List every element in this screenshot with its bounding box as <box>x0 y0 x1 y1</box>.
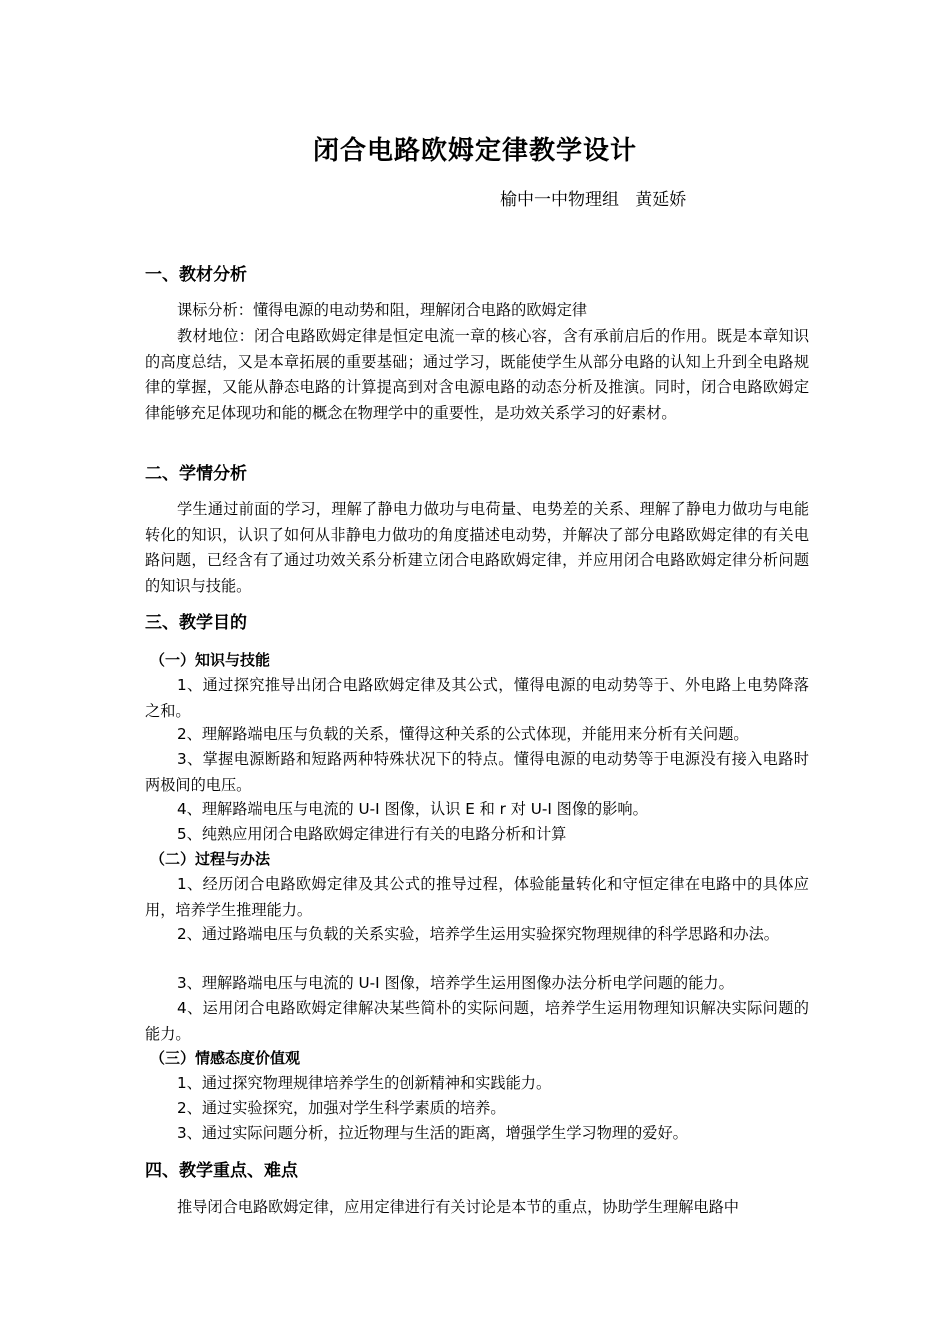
section-heading-learner-analysis: 二、学情分析 <box>145 464 247 484</box>
section-heading-teaching-objectives: 三、教学目的 <box>145 613 247 633</box>
list-item: 4、运用闭合电路欧姆定律解决某些简朴的实际问题，培养学生运用物理知识解决实际问题的能力。 <box>145 999 809 1043</box>
subheading-knowledge-skills: （一）知识与技能 <box>150 651 271 669</box>
paragraph-key-points: 推导闭合电路欧姆定律，应用定律进行有关讨论是本节的重点，协助学生理解电路中 <box>177 1198 739 1216</box>
list-item: 2、通过实验探究，加强对学生科学素质的培养。 <box>177 1099 506 1117</box>
list-item: 2、理解路端电压与负载的关系，懂得这种关系的公式体现，并能用来分析有关问题。 <box>177 725 749 743</box>
list-item: 3、理解路端电压与电流的 U-I 图像，培养学生运用图像办法分析电学问题的能力。 <box>177 974 734 992</box>
document-author: 榆中一中物理组 黄延娇 <box>500 190 687 210</box>
list-item: 2、通过路端电压与负载的关系实验，培养学生运用实验探究物理规律的科学思路和办法。 <box>177 925 779 943</box>
list-item: 1、经历闭合电路欧姆定律及其公式的推导过程，体验能量转化和守恒定律在电路中的具体应用，培养学生推理能力。 <box>145 875 809 919</box>
list-item: 5、纯熟应用闭合电路欧姆定律进行有关的电路分析和计算 <box>177 825 567 843</box>
paragraph-textbook-position: 教材地位：闭合电路欧姆定律是恒定电流一章的核心容，含有承前启后的作用。既是本章知识的高度总结，又是本章拓展的重要基础；通过学习，既能使学生从部分电路的认知上升到全电路规律的掌握，又能从静态电路的计算提高到对含电源电路的动态分析及推演。同时，闭合电路欧姆定律能够充足体现功和能的概念在物理学中的重要性，是功效关系学习的好素材。 <box>145 327 809 422</box>
section-heading-key-difficult-points: 四、教学重点、难点 <box>145 1161 298 1181</box>
section-heading-textbook-analysis: 一、教材分析 <box>145 265 247 285</box>
paragraph-curriculum-analysis: 课标分析：懂得电源的电动势和阻，理解闭合电路的欧姆定律 <box>177 301 588 319</box>
list-item: 1、通过探究物理规律培养学生的创新精神和实践能力。 <box>177 1074 552 1092</box>
document-title: 闭合电路欧姆定律教学设计 <box>312 136 637 166</box>
paragraph-learner-analysis: 学生通过前面的学习，理解了静电力做功与电荷量、电势差的关系、理解了静电力做功与电能转化的知识，认识了如何从非静电力做功的角度描述电动势，并解决了部分电路欧姆定律的有关电路问题，已经含有了通过功效关系分析建立闭合电路欧姆定律，并应用闭合电路欧姆定律分析问题的知识与技能。 <box>145 500 809 595</box>
list-item: 3、掌握电源断路和短路两种特殊状况下的特点。懂得电源的电动势等于电源没有接入电路时两极间的电压。 <box>145 750 809 794</box>
subheading-emotion-values: （三）情感态度价值观 <box>150 1049 301 1067</box>
list-item: 1、通过探究推导出闭合电路欧姆定律及其公式，懂得电源的电动势等于、外电路上电势降落之和。 <box>145 676 809 720</box>
list-item: 4、理解路端电压与电流的 U-I 图像，认识 E 和 r 对 U-I 图像的影响。 <box>177 800 648 818</box>
list-item: 3、通过实际问题分析，拉近物理与生活的距离，增强学生学习物理的爱好。 <box>177 1124 688 1142</box>
subheading-process-methods: （二）过程与办法 <box>150 850 271 868</box>
